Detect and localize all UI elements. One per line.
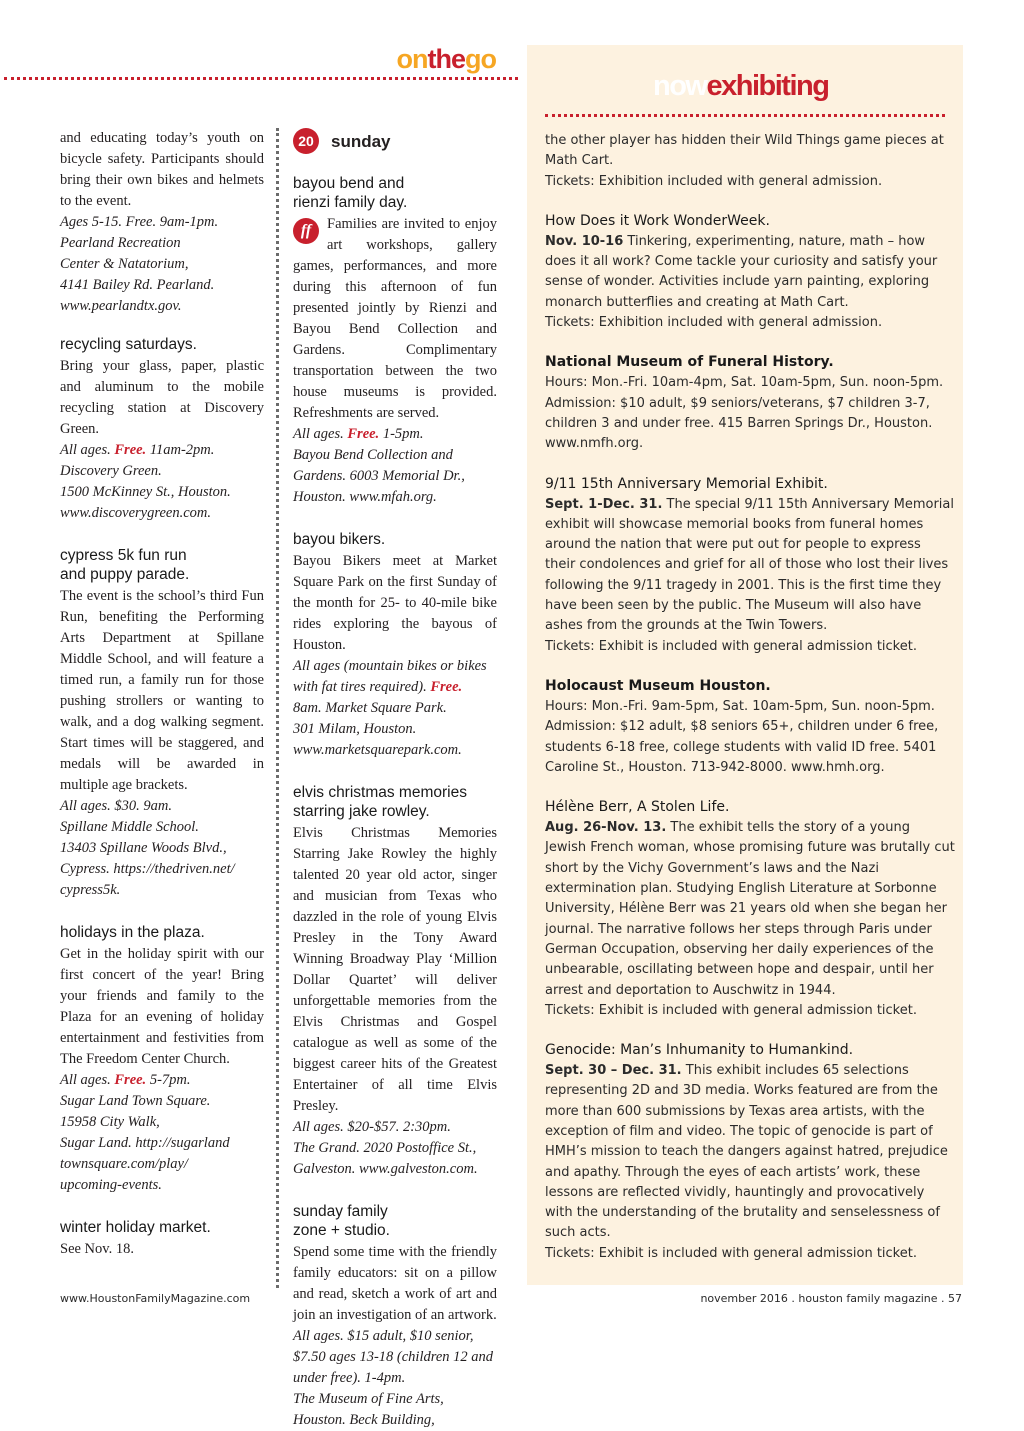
free-badge: Free.	[114, 1072, 147, 1088]
exhibit-tickets: Tickets: Exhibit is included with general admission ticket.	[545, 1002, 917, 1018]
exhibit-info: Hours: Mon.-Fri. 9am-5pm, Sat. 10am-5pm, Sun. noon-5pm. Admission: $12 adult, $8 seniors 65+, children under 6 free, students 6-18 free, college students with valid ID free. 5401 Caroline St., Houston. 713-942-8000. www.hmh.org.	[545, 698, 939, 775]
event-title-winter: winter holiday market.	[60, 1219, 211, 1236]
exhibit-title-funeral-museum: National Museum of Funeral History.	[545, 354, 834, 371]
intro-detail: Ages 5-15. Free. 9am-1pm.	[60, 214, 219, 230]
event-body: ff Families are invited to enjoy art workshops, gallery games, performances, and more during this afternoon of fun presented jointly by Rienzi and Bayou Bend Collection and Gardens. Complimentary transportation between the two house museums is provided. Refreshments are served.	[293, 216, 497, 421]
event-detail: Spillane Middle School.	[60, 819, 199, 835]
event-detail: Cypress. https://thedriven.net/	[60, 861, 235, 877]
exhibit-body: Sept. 1-Dec. 31. The special 9/11 15th Anniversary Memorial exhibit will showcase memorial books from funeral homes around the nation that were put out for people to express their condolences and grief for all of those who lost their lives following the 9/11 tragedy in 2001. This is the first time they have been seen by the public. The Museum will also have ashes from the grounds at the Twin Towers.	[545, 496, 954, 634]
event-detail: All ages (mountain bikes or bikes with fat tires required). Free.	[293, 658, 487, 695]
event-detail: 301 Milam, Houston.	[293, 721, 417, 737]
exhibit-title-helene-berr: Hélène Berr, A Stolen Life.	[545, 799, 730, 816]
event-detail: Sugar Land. http://sugarland	[60, 1135, 230, 1151]
event-detail: All ages. Free. 1-5pm.	[293, 426, 424, 442]
event-detail: townsquare.com/play/	[60, 1156, 188, 1172]
column-3-exhibits	[545, 131, 955, 1264]
section-title-onthego: onthego	[396, 44, 496, 74]
event-detail: 15958 City Walk,	[60, 1114, 160, 1130]
event-body: The event is the school’s third Fun Run, benefiting the Performing Arts Department at Spillane Middle School, and will feature a timed run, a family run for those pushing strollers or wanting to walk, and a dog walking segment. Start times will be staggered, and medals will be awarded in multiple age brackets.	[60, 588, 264, 793]
column-2	[293, 128, 497, 1431]
free-badge: Free.	[430, 679, 463, 695]
free-badge: Free.	[114, 442, 147, 458]
exhibit-body: Sept. 30 – Dec. 31. This exhibit includes 65 selections representing 2D and 3D media. Works featured are from the more than 600 submissions by Texas area artists, with the exception of film and video. The topic of genocide is part of HMH’s mission to teach the dangers against hatred, prejudice and apathy. Through the eyes of each artists’ work, these lessons are reflected vividly, hauntingly and provocatively with the understanding of the brutality and senselessness of such acts.	[545, 1063, 948, 1241]
day-number-badge: 20	[293, 128, 319, 154]
free-badge: Free.	[347, 426, 380, 442]
exhibit-tickets: Tickets: Exhibition included with general admission.	[545, 173, 883, 189]
event-detail: cypress5k.	[60, 882, 121, 898]
event-body: Bring your glass, paper, plastic and aluminum to the mobile recycling station at Discovery Green.	[60, 358, 264, 437]
exhibit-date: Aug. 26-Nov. 13.	[545, 820, 667, 836]
day-name: sunday	[331, 131, 391, 151]
intro-text: and educating today’s youth on bicycle safety. Participants should bring their own bikes and helmets to the event.	[60, 130, 264, 209]
exhibit-title-holocaust-museum: Holocaust Museum Houston.	[545, 677, 771, 694]
exhibit-date: Sept. 30 – Dec. 31.	[545, 1063, 682, 1079]
event-detail: All ages. Free. 11am-2pm.	[60, 442, 215, 458]
event-detail: Houston. www.mfah.org.	[293, 489, 437, 505]
family-favorite-icon: ff	[293, 218, 319, 244]
footer-website: www.HoustonFamilyMagazine.com	[60, 1292, 251, 1305]
exhibit-title-genocide: Genocide: Man’s Inhumanity to Humankind.	[545, 1042, 854, 1059]
event-detail: All ages. Free. 5-7pm.	[60, 1072, 191, 1088]
event-body: Get in the holiday spirit with our first concert of the year! Bring your friends and family to the Plaza for an evening of holiday entertainment and festivities from The Freedom Center Church.	[60, 946, 264, 1067]
event-title-recycling: recycling saturdays.	[60, 336, 197, 353]
exhibit-title-nine-eleven: 9/11 15th Anniversary Memorial Exhibit.	[545, 475, 828, 492]
event-title-cypress: cypress 5k fun run and puppy parade.	[60, 547, 190, 583]
event-detail: www.discoverygreen.com.	[60, 505, 212, 521]
intro-detail: 4141 Bailey Rd. Pearland.	[60, 277, 215, 293]
event-body: Bayou Bikers meet at Market Square Park on the first Sunday of the month for 25- to 40-mile bike rides exploring the bayous of Houston.	[293, 553, 497, 653]
event-detail: 8am. Market Square Park.	[293, 700, 447, 716]
event-title-sunday-family: sunday family zone + studio.	[293, 1203, 390, 1239]
intro-detail: www.pearlandtx.gov.	[60, 298, 182, 314]
exhibit-body: Nov. 10-16 Tinkering, experimenting, nature, math – how does it all work? Come tackle your curiosity and satisfy your sense of wonder. Activities include yarn painting, exploring monarch butterflies and creating at Math Cart.	[545, 233, 938, 310]
event-detail: Bayou Bend Collection and	[293, 447, 453, 463]
exhibit-intro: the other player has hidden their Wild Things game pieces at Math Cart.	[545, 133, 944, 169]
event-detail: Sugar Land Town Square.	[60, 1093, 211, 1109]
exhibit-info: Hours: Mon.-Fri. 10am-4pm, Sat. 10am-5pm, Sun. noon-5pm. Admission: $10 adult, $9 seniors/veterans, $7 children 3-7, children 3 and under free. 415 Barren Springs Dr., Houston. www.nmfh.org.	[545, 375, 944, 452]
footer-issue-page: november 2016 . houston family magazine . 57	[700, 1292, 962, 1305]
top-dotted-divider	[4, 77, 518, 80]
intro-detail: Center & Natatorium,	[60, 256, 189, 272]
event-detail: Houston. Beck Building,	[293, 1412, 435, 1428]
event-body: Elvis Christmas Memories Starring Jake Rowley the highly talented 20 year old actor, singer and musician from Texas who dazzled in the role of young Elvis Presley in the Tony Award Winning Broadway Play ‘Million Dollar Quartet’ will deliver unforgettable memories from the Elvis Christmas and Gospel catalogue as well as some of the biggest career hits of the Greatest Entertainer of all time Elvis Presley.	[293, 825, 497, 1114]
event-title-holidays: holidays in the plaza.	[60, 924, 205, 941]
exhibit-date: Sept. 1-Dec. 31.	[545, 496, 663, 512]
section-title-now-exhibiting: nowexhibiting	[653, 70, 829, 102]
exhibit-date: Nov. 10-16	[545, 233, 624, 249]
event-detail: All ages. $15 adult, $10 senior, $7.50 ages 13-18 (children 12 and under free). 1-4pm.	[293, 1328, 494, 1386]
exhibit-body: Aug. 26-Nov. 13. The exhibit tells the story of a young Jewish French woman, whose promising future was brutally cut short by the Vichy Government’s laws and the Nazi extermination plan. Studying English Literature at Sorbonne University, Hélène Berr was 21 years old when she began her journal. The narrative follows her steps through Paris under German Occupation, observing her daily experiences of the unbearable, oscillating between hope and despair, until her arrest and deportation to Auschwitz in 1944.	[545, 820, 955, 998]
event-detail: Discovery Green.	[60, 463, 162, 479]
panel-dotted-divider	[545, 114, 945, 117]
event-title-bayou-bend: bayou bend and rienzi family day.	[293, 175, 408, 211]
event-detail: www.marketsquarepark.com.	[293, 742, 462, 758]
event-title-bayou-bikers: bayou bikers.	[293, 531, 386, 548]
event-detail: All ages. $20-$57. 2:30pm.	[293, 1119, 451, 1135]
event-detail: upcoming-events.	[60, 1177, 162, 1193]
exhibit-tickets: Tickets: Exhibition included with general admission.	[545, 315, 883, 331]
event-body: See Nov. 18.	[60, 1241, 134, 1257]
exhibit-tickets: Tickets: Exhibit is included with general admission ticket.	[545, 638, 917, 654]
exhibit-title-wonderweek: How Does it Work WonderWeek.	[545, 212, 770, 229]
event-detail: 1500 McKinney St., Houston.	[60, 484, 231, 500]
day-header	[293, 128, 497, 154]
column-1	[60, 128, 264, 1260]
event-detail: All ages. $30. 9am.	[60, 798, 172, 814]
intro-detail: Pearland Recreation	[60, 235, 181, 251]
event-title-elvis: elvis christmas memories starring jake rowley.	[293, 784, 467, 820]
event-detail: 13403 Spillane Woods Blvd.,	[60, 840, 227, 856]
event-detail: The Grand. 2020 Postoffice St.,	[293, 1140, 477, 1156]
event-body: Spend some time with the friendly family educators: sit on a pillow and read, sketch a work of art and join an investigation of an artwork.	[293, 1244, 497, 1323]
event-detail: Gardens. 6003 Memorial Dr.,	[293, 468, 465, 484]
event-detail: Galveston. www.galveston.com.	[293, 1161, 478, 1177]
column-dotted-divider	[276, 128, 279, 1288]
exhibit-tickets: Tickets: Exhibit is included with general admission ticket.	[545, 1245, 917, 1261]
event-detail: The Museum of Fine Arts,	[293, 1391, 444, 1407]
